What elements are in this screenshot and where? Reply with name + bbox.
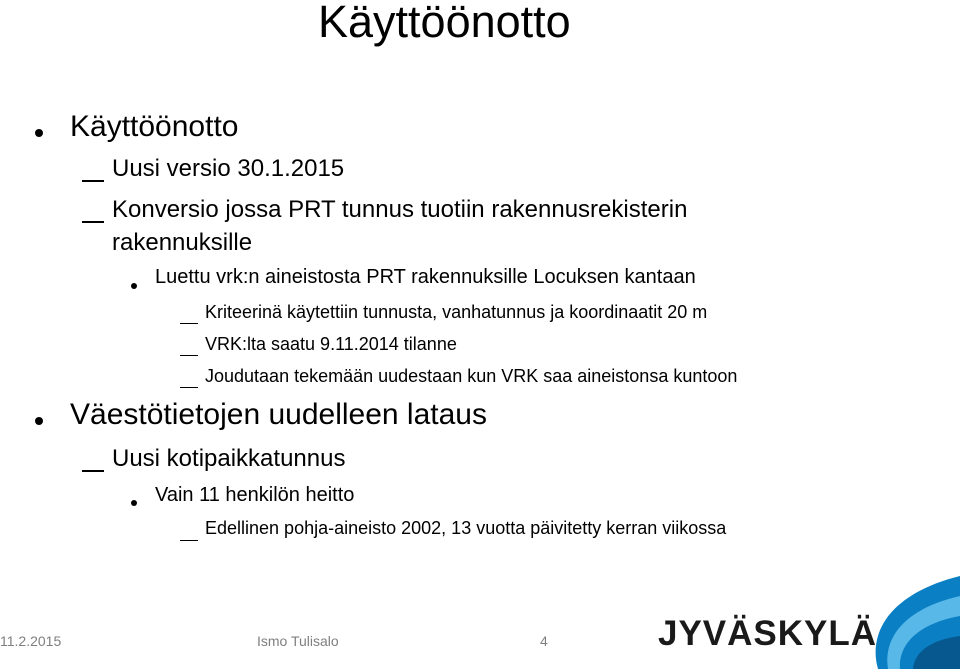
dash-icon (82, 210, 104, 228)
dash-icon (82, 169, 104, 187)
bullet-level4: Kriteerinä käytettiin tunnusta, vanhatunnus ja koordinaatit 20 m (205, 302, 708, 322)
bullet-level4: Edellinen pohja-aineisto 2002, 13 vuotta päivitetty kerran viikossa (205, 518, 727, 538)
logo-wave-icon (858, 574, 960, 669)
bullet-level2: Uusi kotipaikkatunnus (112, 445, 346, 472)
bullet-dot-icon (35, 412, 43, 430)
bullet-level1: Väestötietojen uudelleen lataus (70, 398, 487, 431)
slide-title: Käyttöönotto (318, 0, 571, 47)
dash-icon (180, 528, 198, 546)
dash-icon (82, 459, 104, 477)
footer-page-number: 4 (540, 633, 548, 649)
dash-icon (180, 375, 198, 393)
bullet-dot-icon (131, 493, 137, 511)
bullet-dot-icon (35, 124, 43, 142)
footer-author: Ismo Tulisalo (257, 633, 339, 649)
bullet-level3: Vain 11 henkilön heitto (155, 484, 355, 506)
dash-icon (180, 311, 198, 329)
bullet-level3: Luettu vrk:n aineistosta PRT rakennuksille Locuksen kantaan (155, 266, 696, 288)
bullet-level2: Uusi versio 30.1.2015 (112, 155, 345, 182)
bullet-level2: Konversio jossa PRT tunnus tuotiin rakennusrekisterin (112, 196, 688, 223)
dash-icon (180, 343, 198, 361)
footer-date: 11.2.2015 (0, 633, 62, 649)
bullet-level1: Käyttöönotto (70, 110, 239, 143)
bullet-dot-icon (131, 276, 137, 294)
logo-wordmark: JYVÄSKYLÄ (658, 614, 878, 653)
bullet-level4: Joudutaan tekemään uudestaan kun VRK saa aineistonsa kuntoon (205, 366, 738, 386)
bullet-level4: VRK:lta saatu 9.11.2014 tilanne (205, 334, 457, 354)
bullet-level2-continuation: rakennuksille (112, 229, 253, 256)
